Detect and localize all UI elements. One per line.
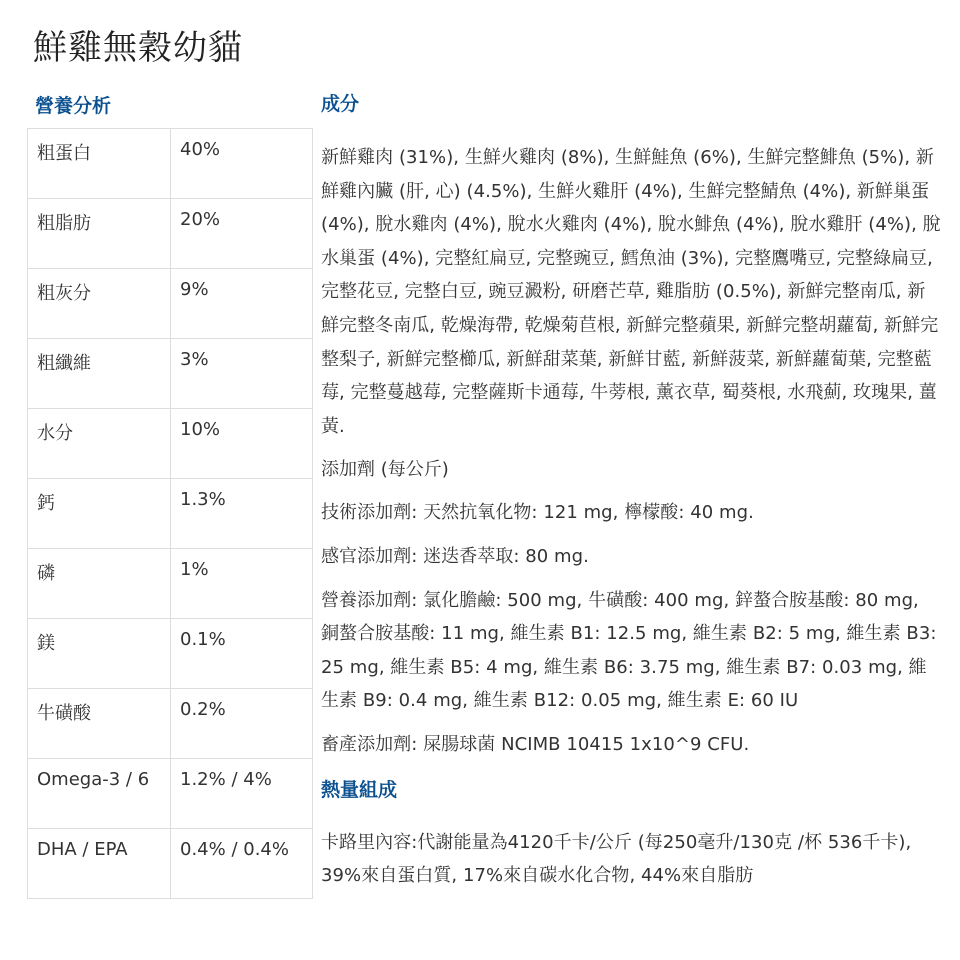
nutrient-value: 0.4% / 0.4% [171,829,313,899]
additives-heading: 添加劑 (每公斤) [321,459,449,481]
page-title: 鮮雞無穀幼貓 [33,28,243,68]
nutrient-name: 粗脂肪 [28,199,171,269]
table-row [28,129,313,199]
calories-heading: 熱量組成 [321,778,398,801]
nutrient-name: 粗纖維 [28,339,171,409]
nutrient-value: 3% [171,339,313,409]
table-row [28,269,313,339]
table-row [28,759,313,829]
nutrient-value: 0.2% [171,689,313,759]
nutrient-name: 牛磺酸 [28,689,171,759]
zootechnical-additives-text: 畜產添加劑: 屎腸球菌 NCIMB 10415 1x10^9 CFU. [321,733,750,755]
nutrition-section [27,92,313,899]
nutrient-value: 0.1% [171,619,313,689]
nutrient-name: Omega-3 / 6 [28,759,171,829]
nutrient-value: 1.2% / 4% [171,759,313,829]
table-row [28,549,313,619]
technical-additives-text: 技術添加劑: 天然抗氧化物: 121 mg, 檸檬酸: 40 mg. [321,502,754,524]
sensory-additives-text: 感官添加劑: 迷迭香萃取: 80 mg. [321,545,589,567]
table-row [28,829,313,899]
nutrient-value: 1.3% [171,479,313,549]
nutrition-table [27,128,313,899]
nutrition-heading: 營養分析 [35,95,112,117]
nutrient-name: 鈣 [28,479,171,549]
table-row [28,409,313,479]
nutrient-value: 10% [171,409,313,479]
table-row [28,339,313,409]
table-row [28,619,313,689]
table-row [28,479,313,549]
nutrient-name: DHA / EPA [28,829,171,899]
nutrient-name: 粗灰分 [28,269,171,339]
nutrient-name: 磷 [28,549,171,619]
table-row [28,689,313,759]
nutritional-additives-text: 營養添加劑: 氯化膽鹼: 500 mg, 牛磺酸: 400 mg, 鋅螯合胺基酸: 80 mg, 銅螯合胺基酸: 11 mg, 維生素 B1: 12.5 mg, 維生素 B2: 5 mg, 維生素 B3: 25 mg, 維生素 B5: 4 mg, 維生素 B6: 3.75 mg, 維生素 B7: 0.03 mg, 維生素 B9: 0.4 mg, 維生素 B12: 0.05 mg, 維生素 E: 60 IU [321,589,937,712]
nutrient-name: 鎂 [28,619,171,689]
calories-text: 卡路里內容:代謝能量為4120千卡/公斤 (每250毫升/130克 /杯 536千卡), 39%來自蛋白質, 17%來自碳水化合物, 44%來自脂肪 [321,831,912,887]
nutrient-name: 粗蛋白 [28,129,171,199]
details-section [321,89,941,893]
nutrient-value: 20% [171,199,313,269]
nutrient-value: 9% [171,269,313,339]
ingredients-text: 新鮮雞肉 (31%), 生鮮火雞肉 (8%), 生鮮鮭魚 (6%), 生鮮完整鯡魚 (5%), 新鮮雞內臟 (肝, 心) (4.5%), 生鮮火雞肝 (4%), 生鮮完整鯖魚 (4%), 新鮮巢蛋 (4%), 脫水雞肉 (4%), 脫水火雞肉 (4%), 脫水鯡魚 (4%), 脫水雞肝 (4%), 脫水巢蛋 (4%), 完整紅扁豆, 完整豌豆, 鱈魚油 (3%), 完整鷹嘴豆, 完整綠扁豆, 完整花豆, 完整白豆, 豌豆澱粉, 研磨芒草, 雞脂肪 (0.5%), 新鮮完整南瓜, 新鮮完整冬南瓜, 乾燥海帶, 乾燥菊苣根, 新鮮完整蘋果, 新鮮完整胡蘿蔔, 新鮮完整梨子, 新鮮完整櫛瓜, 新鮮甜菜葉, 新鮮甘藍, 新鮮菠菜, 新鮮蘿蔔葉, 完整藍莓, 完整蔓越莓, 完整薩斯卡通莓, 牛蒡根, 薰衣草, 蜀葵根, 水飛薊, 玫瑰果, 薑黃. [321,147,941,437]
nutrient-value: 40% [171,129,313,199]
ingredients-heading: 成分 [321,93,360,115]
nutrient-value: 1% [171,549,313,619]
table-row [28,199,313,269]
nutrient-name: 水分 [28,409,171,479]
